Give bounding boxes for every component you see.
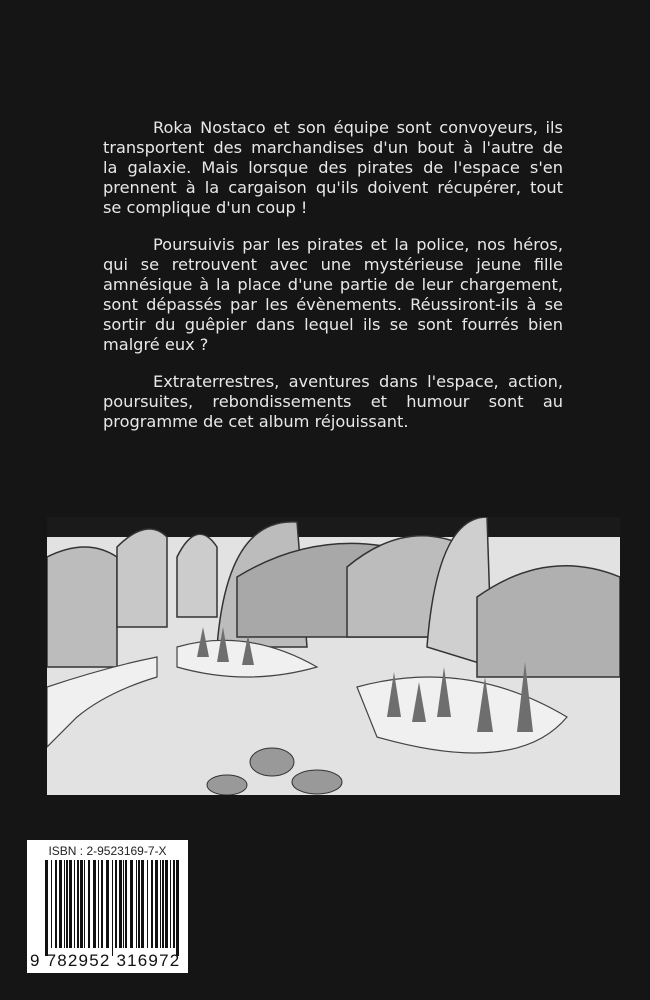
barcode-bar: [160, 860, 161, 948]
blurb-line: qui se retrouvent avec une mystérieuse jeune fille: [103, 255, 563, 274]
blurb-paragraph: [103, 118, 563, 218]
blurb-line: transportent des marchandises d'un bout à l'autre de: [103, 138, 563, 157]
barcode-bar: [93, 860, 96, 948]
barcode-bar: [173, 860, 175, 948]
blurb-line: la galaxie. Mais lorsque des pirates de l'espace s'en: [103, 158, 563, 177]
barcode-bar: [88, 860, 90, 948]
blurb-line: malgré eux ?: [103, 335, 209, 354]
barcode-bar: [77, 860, 79, 948]
barcode-bar: [147, 860, 148, 948]
barcode-bar: [66, 860, 68, 948]
barcode-bar: [51, 860, 52, 948]
isbn-label: ISBN : 2-9523169-7-X: [48, 844, 167, 858]
blurb-line: programme de cet album réjouissant.: [103, 412, 409, 431]
blurb-line: sont dépassés par les évènements. Réussiront-ils à se: [103, 295, 563, 314]
barcode-bar: [55, 860, 57, 948]
barcode-bar: [138, 860, 140, 948]
blurb-line: Roka Nostaco et son équipe sont convoyeurs, ils: [153, 118, 563, 137]
barcode-bar: [64, 860, 65, 948]
city-illustration: [47, 517, 620, 795]
blurb-line: prennent à la cargaison qu'ils doivent récupérer, tout: [103, 178, 563, 197]
barcode-bar: [80, 860, 83, 948]
barcode-bar: [106, 860, 109, 948]
barcode-bar: [74, 860, 75, 948]
barcode-bar: [162, 860, 164, 948]
blurb-line: Poursuivis par les pirates et la police, nos héros,: [153, 235, 563, 254]
barcode-number: 782952 316972: [46, 951, 181, 970]
barcode-bar: [84, 860, 85, 948]
barcode-bar: [45, 860, 48, 956]
blurb-paragraph: [103, 372, 563, 432]
barcode-bar: [130, 860, 133, 948]
blurb-line: sortir du guêpier dans lequel ils se sont fourrés bien: [103, 315, 563, 334]
blurb-line: Extraterrestres, aventures dans l'espace, action,: [153, 372, 563, 391]
barcode-bar: [155, 860, 158, 948]
barcode-bar: [69, 860, 72, 948]
blurb-line: poursuites, rebondissements et humour sont au: [103, 392, 563, 411]
isbn-barcode: [27, 840, 188, 973]
barcode-bar: [151, 860, 153, 948]
barcode-bar: [98, 860, 99, 948]
barcode-bar: [170, 860, 171, 948]
barcode-bar: [101, 860, 103, 948]
barcode-first-digit: 9: [30, 951, 41, 970]
barcode-bar: [136, 860, 137, 948]
back-cover-blurb: [103, 118, 563, 449]
barcode-bar: [165, 860, 168, 948]
barcode-bar: [59, 860, 62, 948]
blurb-paragraph: [103, 235, 563, 355]
blurb-line: se complique d'un coup !: [103, 198, 308, 217]
barcode-bar: [176, 860, 179, 956]
barcode-bar: [112, 860, 113, 956]
barcode-bar: [115, 860, 117, 948]
barcode-bar: [141, 860, 144, 948]
barcode-bar: [119, 860, 122, 948]
barcode-digits: [30, 951, 185, 971]
barcode-bar: [125, 860, 127, 948]
barcode-bar: [123, 860, 124, 948]
blurb-line: amnésique à la place d'une partie de leur chargement,: [103, 275, 563, 294]
